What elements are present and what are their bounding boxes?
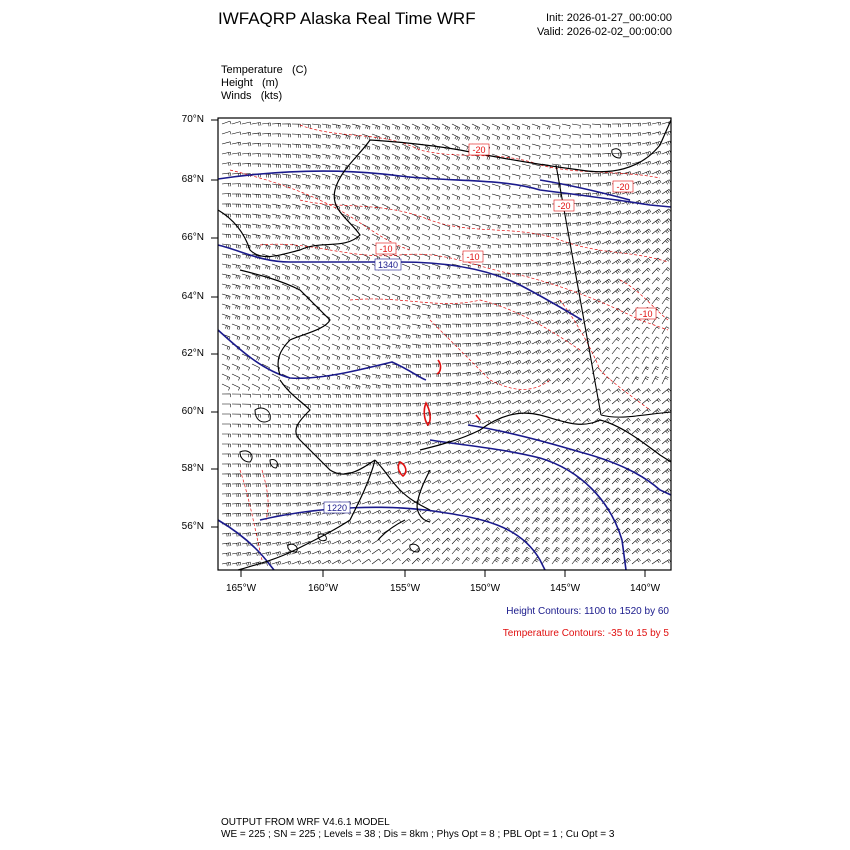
lon-ticks	[241, 570, 645, 577]
field-unit: (C)	[291, 64, 308, 76]
model-info-line2: WE = 225 ; SN = 225 ; Levels = 38 ; Dis = 8km ; Phys Opt = 8 ; PBL Opt = 1 ; Cu Opt = 3	[221, 829, 615, 840]
temp-label: -10	[466, 252, 480, 262]
lat-label: 68°N	[181, 174, 204, 185]
model-info-line1: OUTPUT FROM WRF V4.6.1 MODEL	[221, 817, 390, 828]
lat-label: 56°N	[181, 521, 204, 532]
height-contours	[218, 171, 671, 570]
height-label: 1340	[377, 260, 399, 270]
field-name: Height	[221, 77, 253, 89]
temperature-contours-caption: Temperature Contours: -35 to 15 by 5	[502, 628, 669, 639]
field-name: Temperature	[221, 64, 283, 76]
lat-label: 58°N	[181, 463, 204, 474]
temperature-contours	[230, 125, 668, 560]
lon-label: 160°W	[307, 583, 339, 594]
field-unit: (m)	[261, 77, 279, 89]
temperature-warm-spots	[398, 360, 480, 476]
lat-label: 60°N	[181, 406, 204, 417]
map-title: IWFAQRP Alaska Real Time WRF	[218, 9, 476, 28]
temp-label: -20	[472, 145, 486, 155]
field-unit: (kts)	[260, 90, 283, 102]
lon-label: 165°W	[225, 583, 257, 594]
lon-label: 155°W	[389, 583, 421, 594]
lon-label: 140°W	[629, 583, 661, 594]
lat-label: 66°N	[181, 232, 204, 243]
lat-label: 70°N	[181, 114, 204, 125]
lat-label: 64°N	[181, 291, 204, 302]
height-label: 1220	[326, 503, 348, 513]
temp-label: -20	[616, 182, 630, 192]
temperature-contour-labels	[376, 144, 656, 319]
field-name: Winds	[221, 90, 252, 102]
lon-label: 145°W	[549, 583, 581, 594]
init-time: Init: 2026-01-27_00:00:00	[546, 12, 672, 24]
valid-time: Valid: 2026-02-02_00:00:00	[537, 26, 672, 38]
temp-label: -10	[639, 309, 653, 319]
lat-label: 62°N	[181, 348, 204, 359]
lat-ticks	[211, 120, 218, 527]
lon-label: 150°W	[469, 583, 501, 594]
temp-label: -10	[379, 244, 393, 254]
temp-label: -20	[557, 201, 571, 211]
height-contours-caption: Height Contours: 1100 to 1520 by 60	[506, 606, 669, 617]
